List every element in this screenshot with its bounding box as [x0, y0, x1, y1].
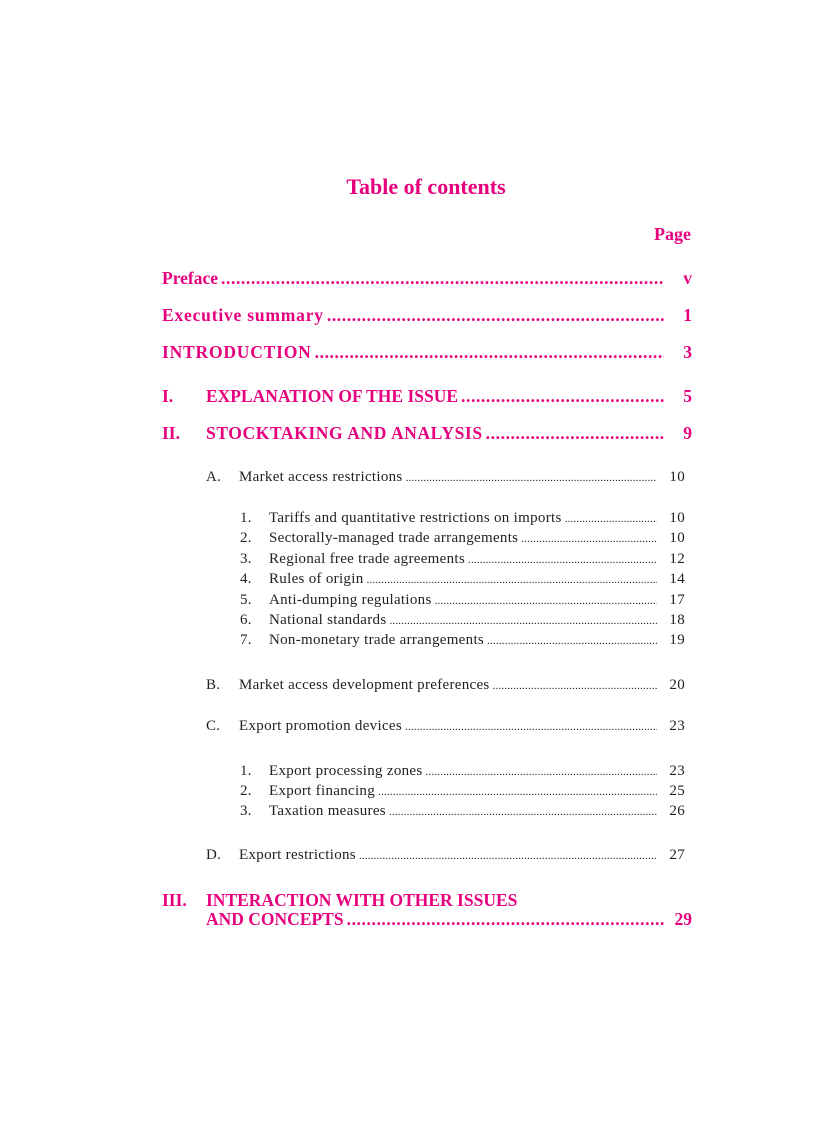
- toc-entry-number: A.: [206, 469, 222, 485]
- toc-entry-subsection-b[interactable]: [206, 677, 685, 694]
- toc-entry-page: 19: [669, 632, 685, 648]
- toc-entry-introduction[interactable]: [162, 342, 692, 363]
- toc-entry-number: C.: [206, 718, 221, 734]
- toc-entry-number: 6.: [240, 612, 252, 628]
- toc-entry-section-2[interactable]: [162, 423, 692, 444]
- toc-entry-section-3-continued[interactable]: [206, 909, 692, 930]
- dot-leader: [315, 342, 664, 363]
- toc-entry-label: Anti-dumping regulations: [269, 592, 432, 608]
- toc-entry-label: Export financing: [269, 783, 376, 799]
- toc-entry-label: Export restrictions: [239, 847, 356, 863]
- toc-entry-number: 2.: [240, 783, 252, 799]
- toc-entry-item[interactable]: [240, 592, 685, 609]
- dot-leader: [426, 763, 657, 780]
- dot-leader: [493, 677, 657, 694]
- toc-entry-number: 1.: [240, 763, 252, 779]
- dot-leader: [327, 305, 664, 326]
- toc-entry-number: 3.: [240, 803, 252, 819]
- toc-entry-page: 17: [669, 592, 685, 608]
- toc-entry-label: Tariffs and quantitative restrictions on imports: [269, 510, 562, 526]
- dot-leader: [359, 847, 657, 864]
- toc-entry-label-line-2: AND CONCEPTS: [206, 909, 344, 929]
- toc-entry-page: 23: [669, 718, 685, 734]
- toc-entry-item[interactable]: [240, 803, 685, 820]
- toc-entry-item[interactable]: [240, 551, 685, 568]
- page-title: Table of contents: [346, 174, 506, 199]
- dot-leader: [435, 592, 657, 609]
- dot-leader: [486, 423, 664, 444]
- toc-entry-page: 10: [669, 469, 685, 485]
- toc-entry-page: 18: [669, 612, 685, 628]
- toc-entry-label: Preface: [162, 268, 219, 288]
- toc-entry-label: National standards: [269, 612, 387, 628]
- toc-entry-label-line-1: INTERACTION WITH OTHER ISSUES: [206, 890, 518, 910]
- dot-leader: [347, 909, 664, 930]
- toc-entry-label: EXPLANATION OF THE ISSUE: [206, 386, 459, 406]
- toc-entry-label: Regional free trade agreements: [269, 551, 465, 567]
- toc-entry-page: 14: [669, 571, 685, 587]
- toc-entry-page: 27: [669, 847, 685, 863]
- toc-entry-page: 10: [669, 530, 685, 546]
- toc-entry-number: II.: [162, 423, 180, 443]
- dot-leader: [565, 510, 657, 527]
- toc-entry-subsection-c[interactable]: [206, 718, 685, 735]
- toc-entry-label: Market access restrictions: [239, 469, 403, 485]
- page-column-label: Page: [654, 224, 691, 244]
- dot-leader: [461, 386, 664, 407]
- toc-entry-label: Sectorally-managed trade arrangements: [269, 530, 519, 546]
- dot-leader: [367, 571, 658, 588]
- toc-entry-number: 5.: [240, 592, 252, 608]
- toc-entry-item[interactable]: [240, 632, 685, 649]
- dot-leader: [378, 783, 657, 800]
- toc-entry-number: D.: [206, 847, 222, 863]
- toc-entry-page: 26: [669, 803, 685, 819]
- dot-leader: [389, 803, 657, 820]
- toc-entry-number: 1.: [240, 510, 252, 526]
- dot-leader: [221, 268, 664, 289]
- toc-entry-item[interactable]: [240, 510, 685, 527]
- toc-entry-label: Taxation measures: [269, 803, 386, 819]
- toc-entry-label: Non-monetary trade arrangements: [269, 632, 485, 648]
- toc-entry-number: B.: [206, 677, 221, 693]
- toc-entry-number: I.: [162, 386, 174, 406]
- toc-entry-page: 9: [683, 423, 692, 443]
- dot-leader: [405, 718, 657, 735]
- toc-entry-label: STOCKTAKING AND ANALYSIS: [206, 423, 483, 443]
- toc-entry-page: 1: [683, 305, 692, 325]
- toc-entry-subsection-d[interactable]: [206, 847, 685, 864]
- toc-entry-item[interactable]: [240, 612, 685, 629]
- toc-entry-page: 20: [669, 677, 685, 693]
- toc-entry-page: 10: [669, 510, 685, 526]
- toc-entry-number: 4.: [240, 571, 252, 587]
- toc-entry-item[interactable]: [240, 530, 685, 547]
- toc-entry-label: INTRODUCTION: [162, 342, 312, 362]
- toc-entry-page: 25: [669, 783, 685, 799]
- toc-entry-page: 29: [674, 909, 692, 929]
- toc-entry-page: 12: [669, 551, 685, 567]
- toc-entry-page: 3: [683, 342, 692, 362]
- toc-entry-label: Executive summary: [162, 305, 324, 325]
- toc-entry-label: Rules of origin: [269, 571, 364, 587]
- dot-leader: [468, 551, 657, 568]
- toc-entry-page: 5: [683, 386, 692, 406]
- toc-entry-page: v: [683, 268, 692, 288]
- toc-entry-label: Export promotion devices: [239, 718, 403, 734]
- toc-entry-preface[interactable]: [162, 268, 692, 289]
- toc-entry-item[interactable]: [240, 763, 685, 780]
- toc-entry-label: Market access development preferences: [239, 677, 490, 693]
- dot-leader: [389, 612, 657, 629]
- toc-entry-section-3[interactable]: [162, 890, 692, 911]
- toc-entry-subsection-a[interactable]: [206, 469, 685, 486]
- dot-leader: [521, 530, 657, 547]
- toc-entry-page: 23: [669, 763, 685, 779]
- toc-entry-number: III.: [162, 890, 187, 910]
- dot-leader: [406, 469, 657, 486]
- toc-entry-number: 3.: [240, 551, 252, 567]
- toc-entry-item[interactable]: [240, 571, 685, 588]
- toc-entry-item[interactable]: [240, 783, 685, 800]
- dot-leader: [487, 632, 657, 649]
- toc-entry-label: Export processing zones: [269, 763, 423, 779]
- toc-entry-executive-summary[interactable]: [162, 305, 692, 326]
- toc-entry-number: 7.: [240, 632, 252, 648]
- toc-entry-number: 2.: [240, 530, 252, 546]
- toc-entry-section-1[interactable]: [162, 386, 692, 407]
